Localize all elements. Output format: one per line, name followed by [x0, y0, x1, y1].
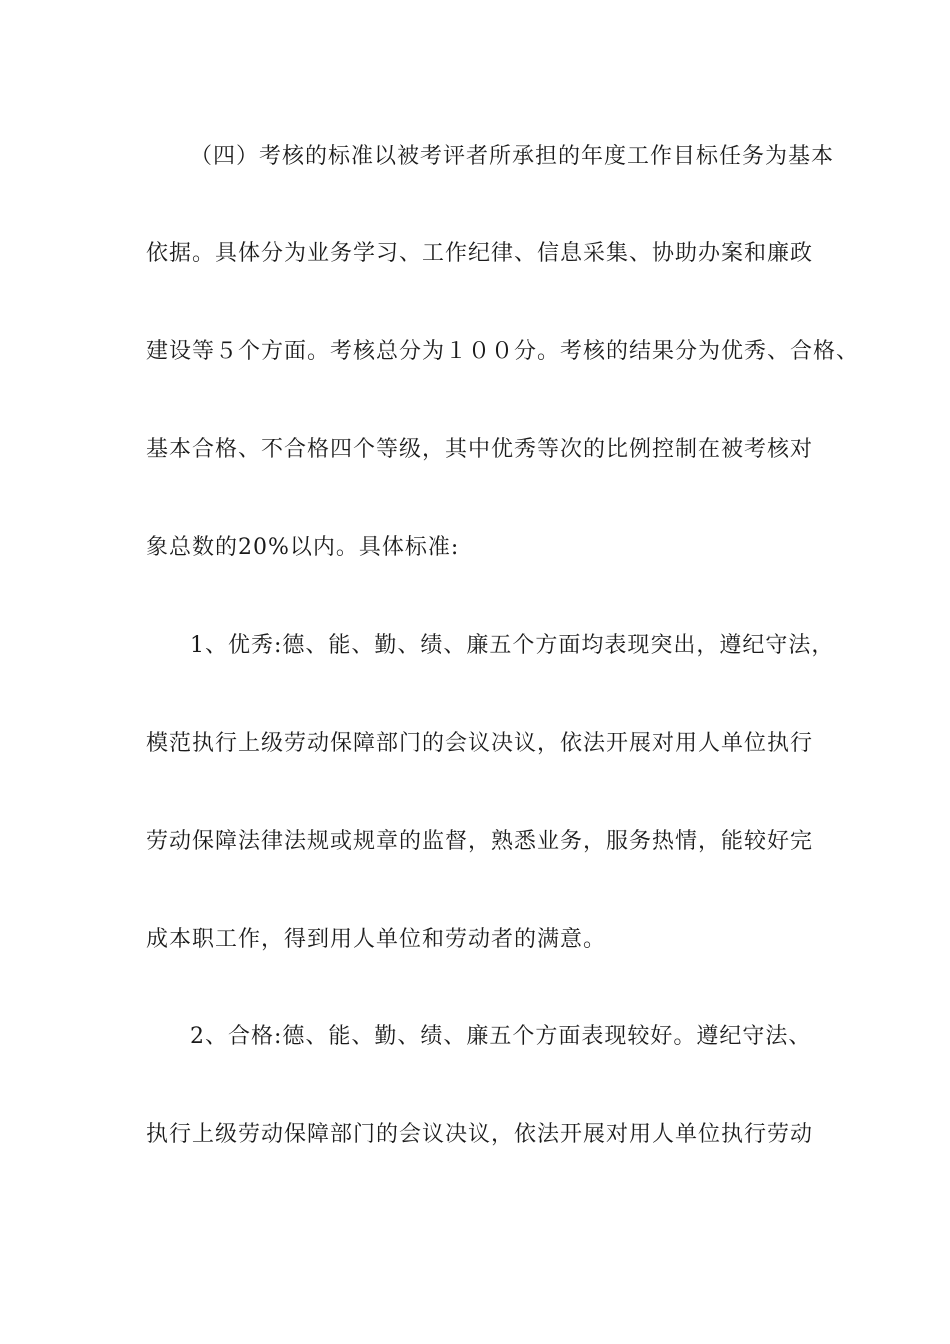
- paragraph-4-line-5: 象总数的20%以内。具体标准:: [146, 535, 460, 560]
- item-1-line-4: 成本职工作，得到用人单位和劳动者的满意。: [146, 927, 607, 952]
- paragraph-4-line-2: 依据。具体分为业务学习、工作纪律、信息采集、协助办案和廉政: [146, 241, 814, 266]
- paragraph-4-line-1: （四）考核的标准以被考评者所承担的年度工作目标任务为基本: [190, 144, 835, 169]
- item-2-line-1: 2、合格:德、能、勤、绩、廉五个方面表现较好。遵纪守法、: [190, 1024, 812, 1049]
- item-1-line-3: 劳动保障法律法规或规章的监督，熟悉业务，服务热情，能较好完: [146, 829, 814, 854]
- paragraph-4-line-4: 基本合格、不合格四个等级，其中优秀等次的比例控制在被考核对: [146, 437, 814, 462]
- item-1-line-1: 1、优秀:德、能、勤、绩、廉五个方面均表现突出，遵纪守法，: [190, 633, 835, 658]
- item-2-line-2: 执行上级劳动保障部门的会议决议，依法开展对用人单位执行劳动: [146, 1122, 814, 1147]
- item-1-line-2: 模范执行上级劳动保障部门的会议决议，依法开展对用人单位执行: [146, 731, 814, 756]
- paragraph-4-line-3: 建设等５个方面。考核总分为１００分。考核的结果分为优秀、合格、: [146, 339, 860, 364]
